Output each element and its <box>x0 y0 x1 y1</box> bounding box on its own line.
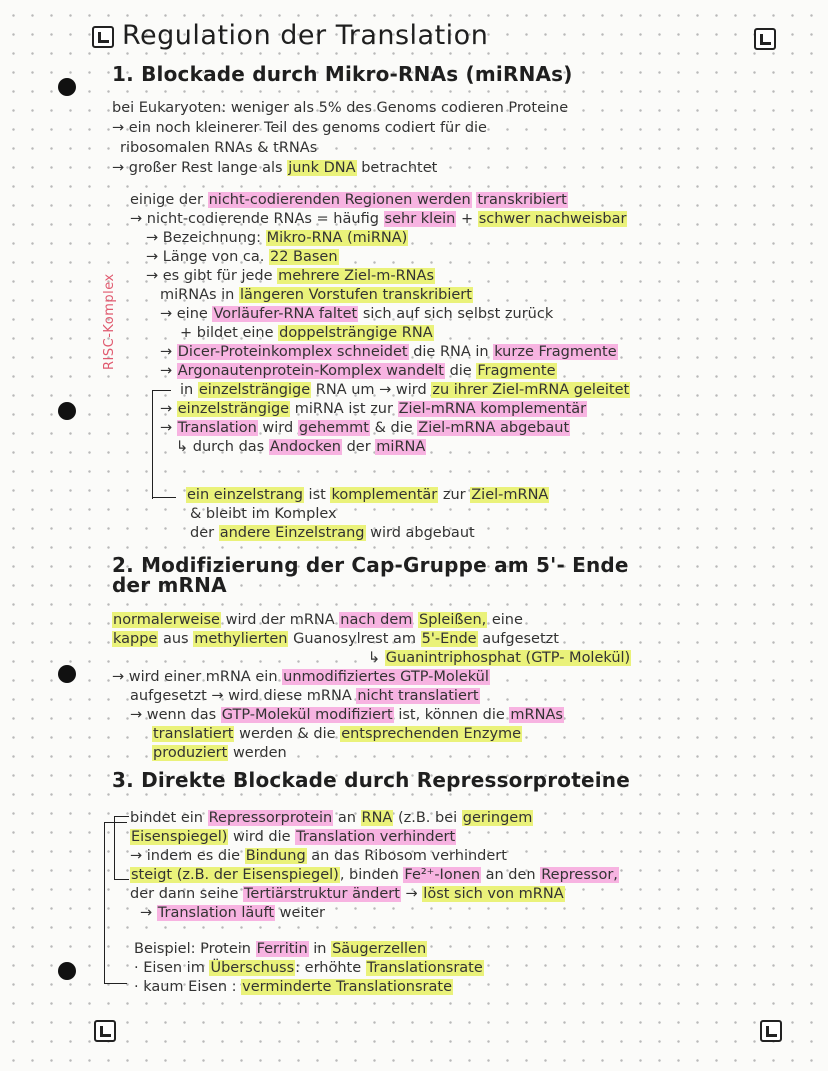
text-line: aufgesetzt → wird diese mRNA nicht translatiert <box>130 688 479 704</box>
text-line: miRNAs in längeren Vorstufen transkribiert <box>160 287 472 303</box>
text-line: + bildet eine doppelsträngige RNA <box>180 325 433 341</box>
text-line: → Dicer-Proteinkomplex schneidet die RNA in kurze Fragmente <box>160 344 617 360</box>
risc-complex-label: RISC-Komplex <box>102 273 117 370</box>
binder-hole <box>58 78 76 96</box>
text-line: → Translation läuft weiter <box>140 905 326 921</box>
text-line: normalerweise wird der mRNA nach dem Spleißen, eine <box>113 612 523 628</box>
text-line: → eine Vorläufer-RNA faltet sich auf sich selbst zurück <box>160 306 554 322</box>
bracket-line <box>152 390 171 499</box>
text-line: → großer Rest lange als junk DNA betrachtet <box>112 160 438 176</box>
text-line: → es gibt für jede mehrere Ziel-m-RNAs <box>146 268 434 284</box>
section-heading: der mRNA <box>112 573 227 597</box>
text-line: ↳ Guanintriphosphat (GTP- Molekül) <box>368 650 631 666</box>
bracket-line <box>104 822 127 984</box>
text-line: ↳ durch das Andocken der miRNA <box>176 439 426 455</box>
corner-icon <box>760 1020 782 1042</box>
text-line: ribosomalen RNAs & tRNAs <box>120 140 318 156</box>
bookmark-icon <box>92 26 114 48</box>
text-line: bei Eukaryoten: weniger als 5% des Genoms codieren Proteine <box>112 100 569 116</box>
text-line: der andere Einzelstrang wird abgebaut <box>190 525 475 541</box>
binder-hole <box>58 402 76 420</box>
text-line: → Argonautenprotein-Komplex wandelt die Fragmente <box>160 363 556 379</box>
text-line: → indem es die Bindung an das Ribosom verhindert <box>130 848 507 864</box>
text-line: produziert werden <box>153 745 287 761</box>
text-line: translatiert werden & die entsprechenden Enzyme <box>153 726 522 742</box>
text-line: in einzelsträngige RNA um → wird zu ihrer Ziel-mRNA geleitet <box>180 382 630 398</box>
binder-hole <box>58 962 76 980</box>
text-line: kappe aus methylierten Guanosylrest am 5'-Ende aufgesetzt <box>113 631 559 647</box>
text-line: bindet ein Repressorprotein an RNA (z.B. bei geringem <box>130 810 533 826</box>
text-line: einige der nicht-codierenden Regionen werden transkribiert <box>130 192 567 208</box>
section-heading: 3. Direkte Blockade durch Repressorproteine <box>112 768 630 792</box>
text-line: Beispiel: Protein Ferritin in Säugerzellen <box>134 941 427 957</box>
text-line: → Länge von ca. 22 Basen <box>146 249 338 265</box>
text-line: · kaum Eisen : verminderte Translationsrate <box>134 979 453 995</box>
corner-icon <box>94 1020 116 1042</box>
text-line: ein einzelstrang ist komplementär zur Ziel-mRNA <box>187 487 549 503</box>
page-title: Regulation der Translation <box>122 20 489 51</box>
text-line: → Bezeichnung: Mikro-RNA (miRNA) <box>146 230 408 246</box>
text-line: → Translation wird gehemmt & die Ziel-mRNA abgebaut <box>160 420 570 436</box>
section-heading: 2. Modifizierung der Cap-Gruppe am 5'- Ende <box>112 553 629 577</box>
binder-hole <box>58 665 76 683</box>
arrow-line <box>152 497 176 498</box>
text-line: der dann seine Tertiärstruktur ändert → löst sich von mRNA <box>130 886 564 902</box>
text-line: → einzelsträngige miRNA ist zur Ziel-mRNA komplementär <box>160 401 587 417</box>
text-line: · Eisen im Überschuss: erhöhte Translationsrate <box>134 960 483 976</box>
section-heading: 1. Blockade durch Mikro-RNAs (miRNAs) <box>112 62 573 86</box>
text-line: → wenn das GTP-Molekül modifiziert ist, können die mRNAs <box>130 707 563 723</box>
text-line: → nicht-codierende RNAs = häufig sehr klein + schwer nachweisbar <box>130 211 627 227</box>
text-line: → ein noch kleinerer Teil des genoms codiert für die <box>112 120 487 136</box>
text-line: Eisenspiegel) wird die Translation verhindert <box>131 829 456 845</box>
text-line: steigt (z.B. der Eisenspiegel), binden Fe²⁺-Ionen an den Repressor, <box>131 867 618 883</box>
text-line: & bleibt im Komplex <box>190 506 337 522</box>
text-line: → wird einer mRNA ein unmodifiziertes GTP-Molekül <box>112 669 489 685</box>
corner-icon <box>754 28 776 50</box>
